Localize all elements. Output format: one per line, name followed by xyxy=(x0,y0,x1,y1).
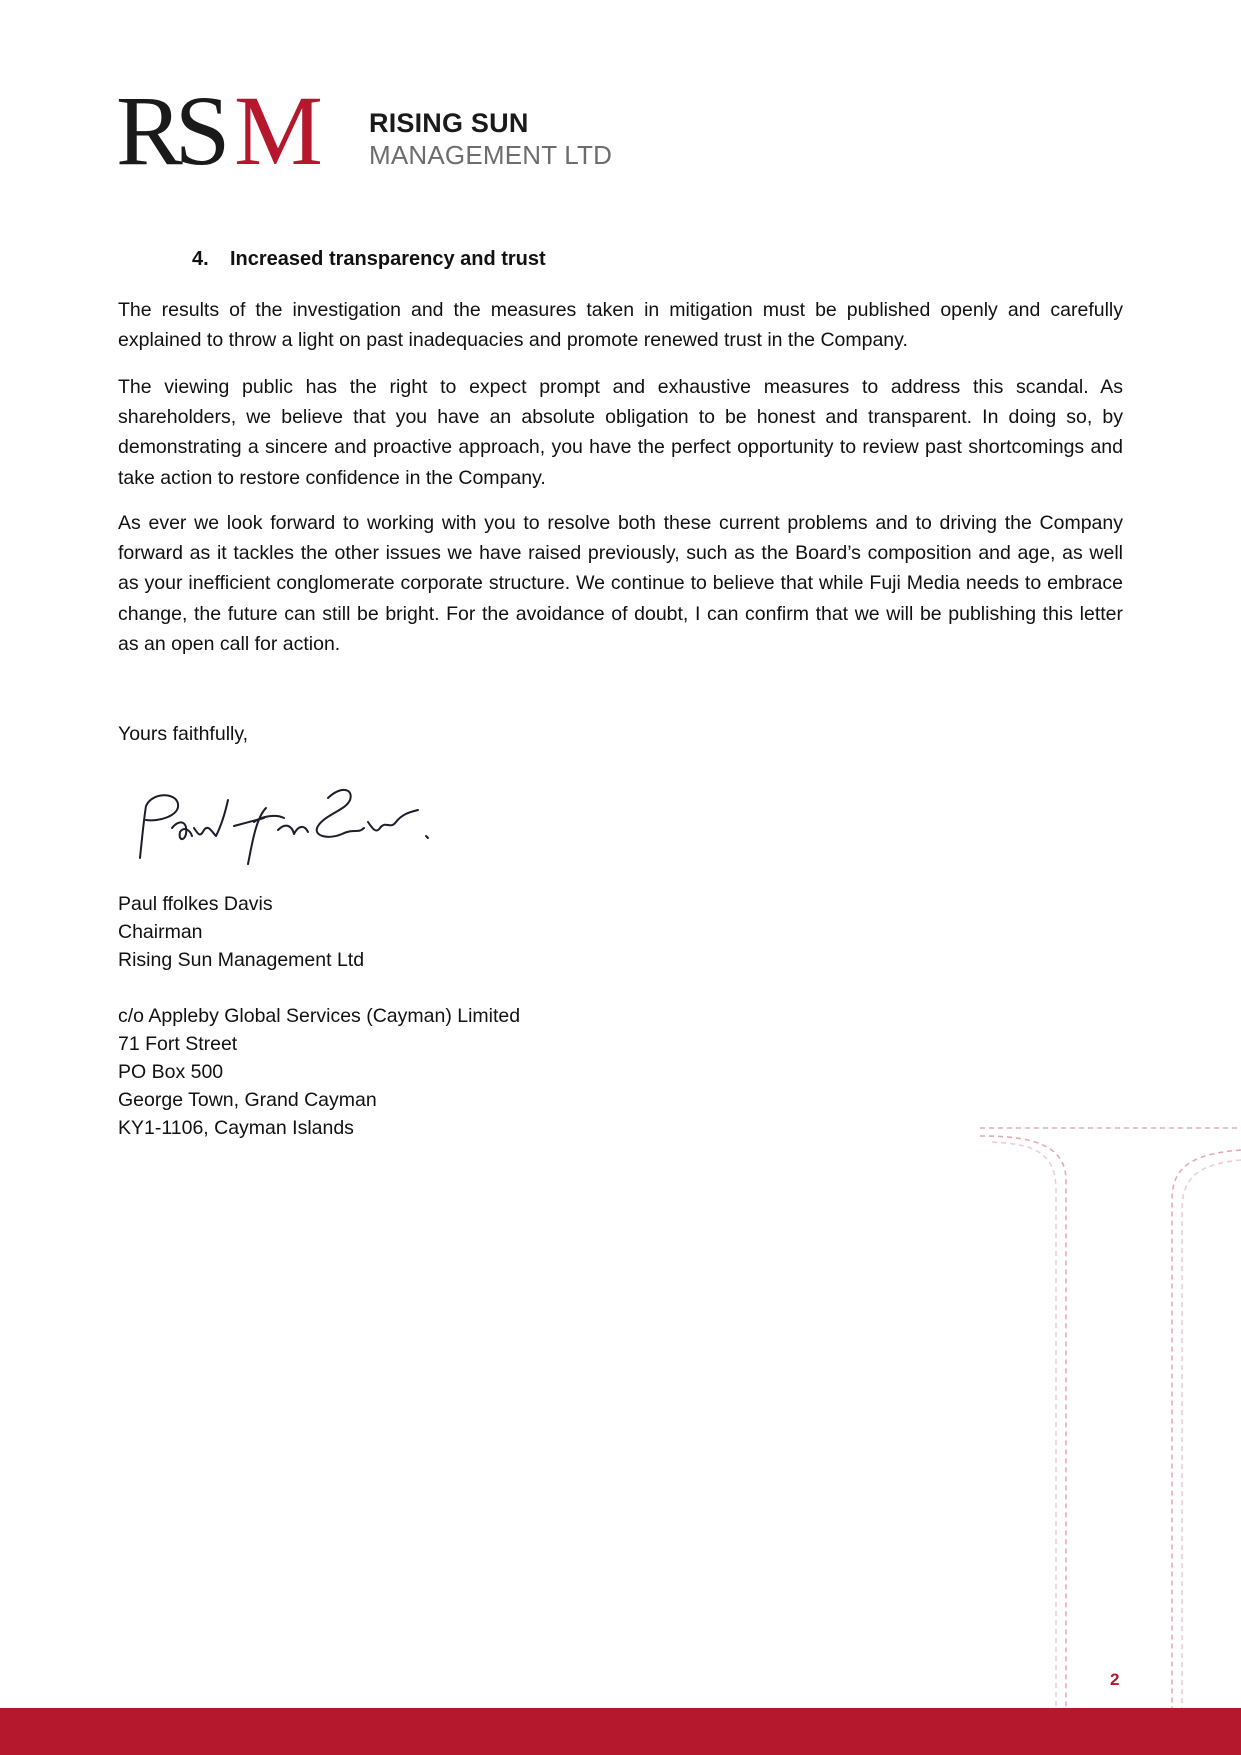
paragraph: As ever we look forward to working with you to resolve both these current problems and to driving the Company forward as it tackles the other issues we have raised previously, such as the Board’s composition and age, as well as your inefficient conglomerate corporate structure. We continue to believe that while Fuji Media needs to embrace change, the future can still be bright. For the avoidance of doubt, I can confirm that we will be publishing this letter as an open call for action. xyxy=(118,512,1123,655)
section-title: Increased transparency and trust xyxy=(230,248,546,270)
section-heading xyxy=(192,248,546,271)
signer-name: Paul ffolkes Davis xyxy=(118,893,273,915)
svg-text:M: M xyxy=(234,88,323,168)
address-line: 71 Fort Street xyxy=(118,1033,238,1055)
rsm-logo-mark xyxy=(116,88,344,168)
paragraph: The results of the investigation and the measures taken in mitigation must be published openly and carefully explained to throw a light on past inadequacies and promote renewed trust in the Company. xyxy=(118,299,1123,352)
closing-salutation: Yours faithfully, xyxy=(118,723,249,745)
company-name-line2: MANAGEMENT LTD xyxy=(369,140,613,170)
address-line: c/o Appleby Global Services (Cayman) Limited xyxy=(118,1005,521,1027)
paragraph: The viewing public has the right to expect prompt and exhaustive measures to address this scandal. As shareholders, we believe that you have an absolute obligation to be honest and transparent. In doing so, by demonstrating a sincere and proactive approach, you have the perfect opportunity to review past shortcomings and take action to restore confidence in the Company. xyxy=(118,376,1123,489)
signer-title: Chairman xyxy=(118,921,203,943)
address-line: PO Box 500 xyxy=(118,1061,224,1083)
svg-text:RS: RS xyxy=(116,88,223,168)
footer-bar xyxy=(0,1708,1241,1755)
address-line: KY1-1106, Cayman Islands xyxy=(118,1117,354,1139)
handwritten-signature xyxy=(128,778,448,874)
company-name-line1: RISING SUN xyxy=(369,108,529,138)
company-logo xyxy=(116,88,656,178)
address-line: George Town, Grand Cayman xyxy=(118,1089,377,1111)
signer-company: Rising Sun Management Ltd xyxy=(118,949,365,971)
page-number: 2 xyxy=(1110,1670,1120,1689)
decorative-watermark xyxy=(980,1120,1241,1710)
signer-block xyxy=(118,890,364,974)
section-number: 4. xyxy=(192,248,209,270)
address-block xyxy=(118,1002,520,1142)
